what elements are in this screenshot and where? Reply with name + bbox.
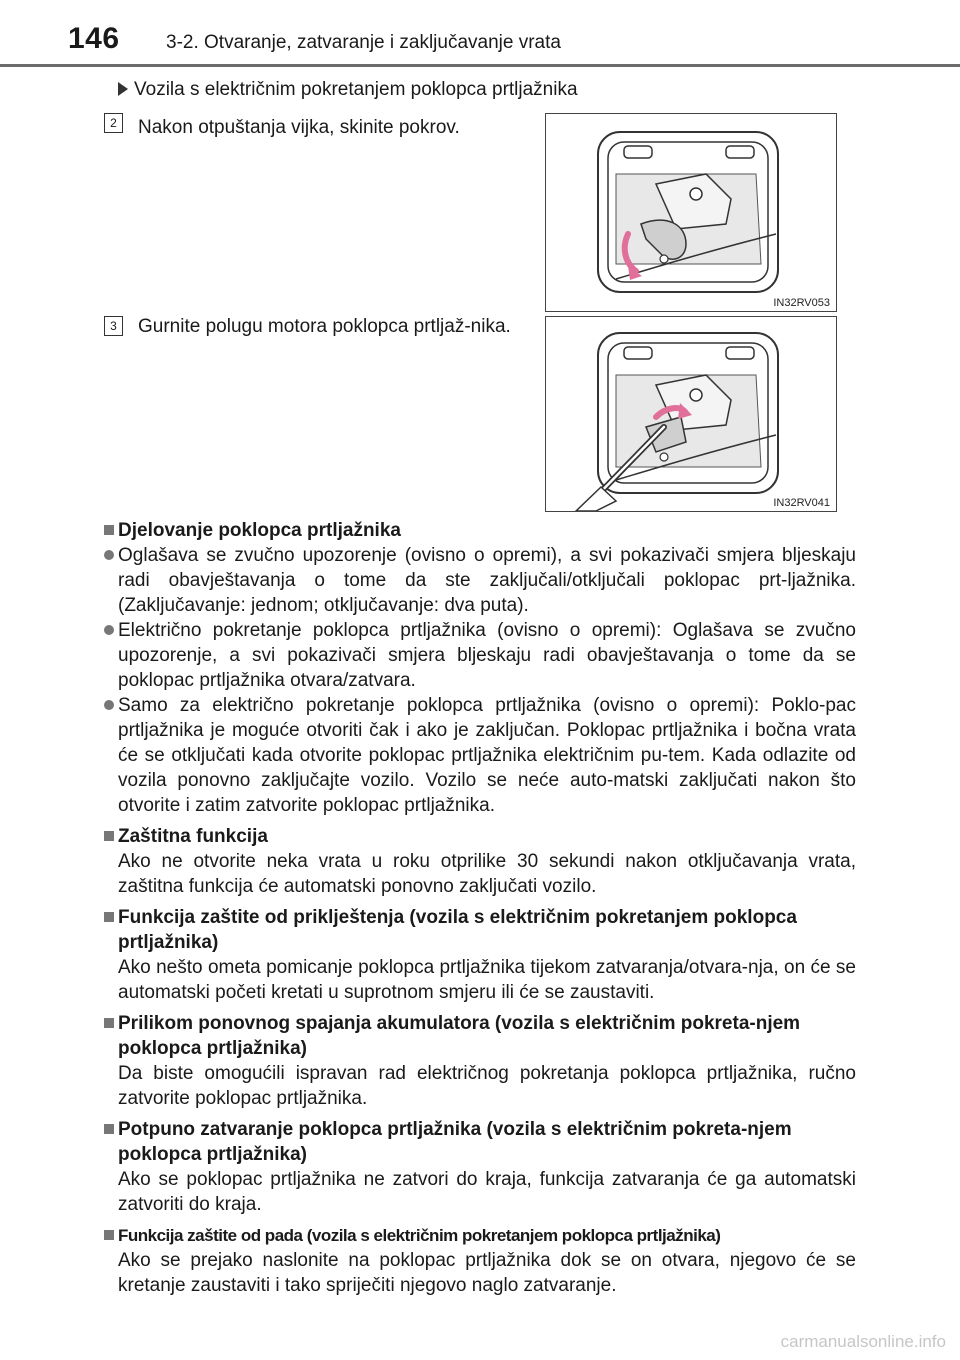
- step-number-2: 2: [104, 113, 123, 133]
- section-title: 3-2. Otvaranje, zatvaranje i zaključavanje vrata: [166, 32, 561, 53]
- figure-remove-cover-illustration: [546, 114, 836, 311]
- page-header: [0, 0, 960, 68]
- step-text-3: Gurnite polugu motora poklopca prtljaž-nika.: [138, 316, 511, 337]
- paragraph-jam-protection: Ako nešto ometa pomicanje poklopca prtljažnika tijekom zatvaranja/otvara-nja, on će se automatski početi kretati u suprotnom smjeru ili će se zaustaviti.: [118, 957, 856, 1003]
- heading-fall-protection: Funkcija zaštite od pada (vozila s električnim pokretanjem poklopca prtljažnika): [104, 1223, 856, 1248]
- step-text-2: Nakon otpuštanja vijka, skinite pokrov.: [138, 117, 460, 138]
- bullet-item: Oglašava se zvučno upozorenje (ovisno o opremi), a svi pokazivači smjera bljeskaju radi obavještavanja o tome da ste zaključali/otključali poklopac prt-ljažnika. (Zaključavanje: jednom; otključavanje: dva puta).: [104, 543, 856, 618]
- figure-push-lever: [545, 316, 837, 512]
- heading-jam-protection: Funkcija zaštite od priklještenja (vozila s električnim pokretanjem poklopca prtljažnika): [104, 905, 856, 955]
- heading-operation: Djelovanje poklopca prtljažnika: [104, 518, 856, 543]
- header-rule: [0, 64, 960, 67]
- heading-protection: Zaštitna funkcija: [104, 824, 856, 849]
- figure-label: IN32RV053: [773, 297, 830, 309]
- paragraph-full-close: Ako se poklopac prtljažnika ne zatvori do kraja, funkcija zatvaranja će ga automatski zatvoriti do kraja.: [118, 1169, 856, 1215]
- heading-full-close: Potpuno zatvaranje poklopca prtljažnika (vozila s električnim pokreta-njem poklopca prtljažnika): [104, 1117, 856, 1167]
- heading-reconnect: Prilikom ponovnog spajanja akumulatora (vozila s električnim pokreta-njem poklopca prtljažnika): [104, 1011, 856, 1061]
- triangle-bullet-icon: [118, 82, 128, 96]
- bullet-item: Električno pokretanje poklopca prtljažnika (ovisno o opremi): Oglašava se zvučno upozorenje, a svi pokazivači smjera bljeskaju radi obavještavanja o tome da se poklopac prtljažnika otvara/zatvara.: [104, 618, 856, 693]
- step-number-3: 3: [104, 316, 123, 336]
- figure-remove-cover: [545, 113, 837, 312]
- paragraph-fall-protection: Ako se prejako naslonite na poklopac prtljažnika dok se on otvara, njegovo će se kretanje zaustaviti i tako spriječiti njegovo naglo zatvaranje.: [118, 1250, 856, 1296]
- bullet-item: Samo za električno pokretanje poklopca prtljažnika (ovisno o opremi): Poklo-pac prtljažnika je moguće otvoriti čak i ako je zaključan. Poklopac prtljažnika i bočna vrata će se otključati kada otvorite poklopac prtljažnika električnim pu-tem. Kada odlazite od vozila ponovno zaključajte vozilo. Vozilo se neće auto-matski zaključati nakon što otvorite i zatim zatvorite poklopac prtljažnika.: [104, 693, 856, 818]
- main-content: [104, 512, 856, 1298]
- figure-label: IN32RV041: [773, 497, 830, 509]
- subheading: [118, 79, 578, 101]
- figure-push-lever-illustration: [546, 317, 836, 511]
- page-number: 146: [68, 22, 120, 55]
- paragraph-reconnect: Da biste omogućili ispravan rad električnog pokretanja poklopca prtljažnika, ručno zatvorite poklopac prtljažnika.: [118, 1063, 856, 1109]
- subheading-text: Vozila s električnim pokretanjem poklopca prtljažnika: [134, 79, 578, 100]
- watermark[interactable]: carmanualsonline.info: [780, 1332, 946, 1351]
- paragraph-protection: Ako ne otvorite neka vrata u roku otprilike 30 sekundi nakon otključavanja vrata, zaštitna funkcija će automatski ponovno zaključati vozilo.: [118, 851, 856, 897]
